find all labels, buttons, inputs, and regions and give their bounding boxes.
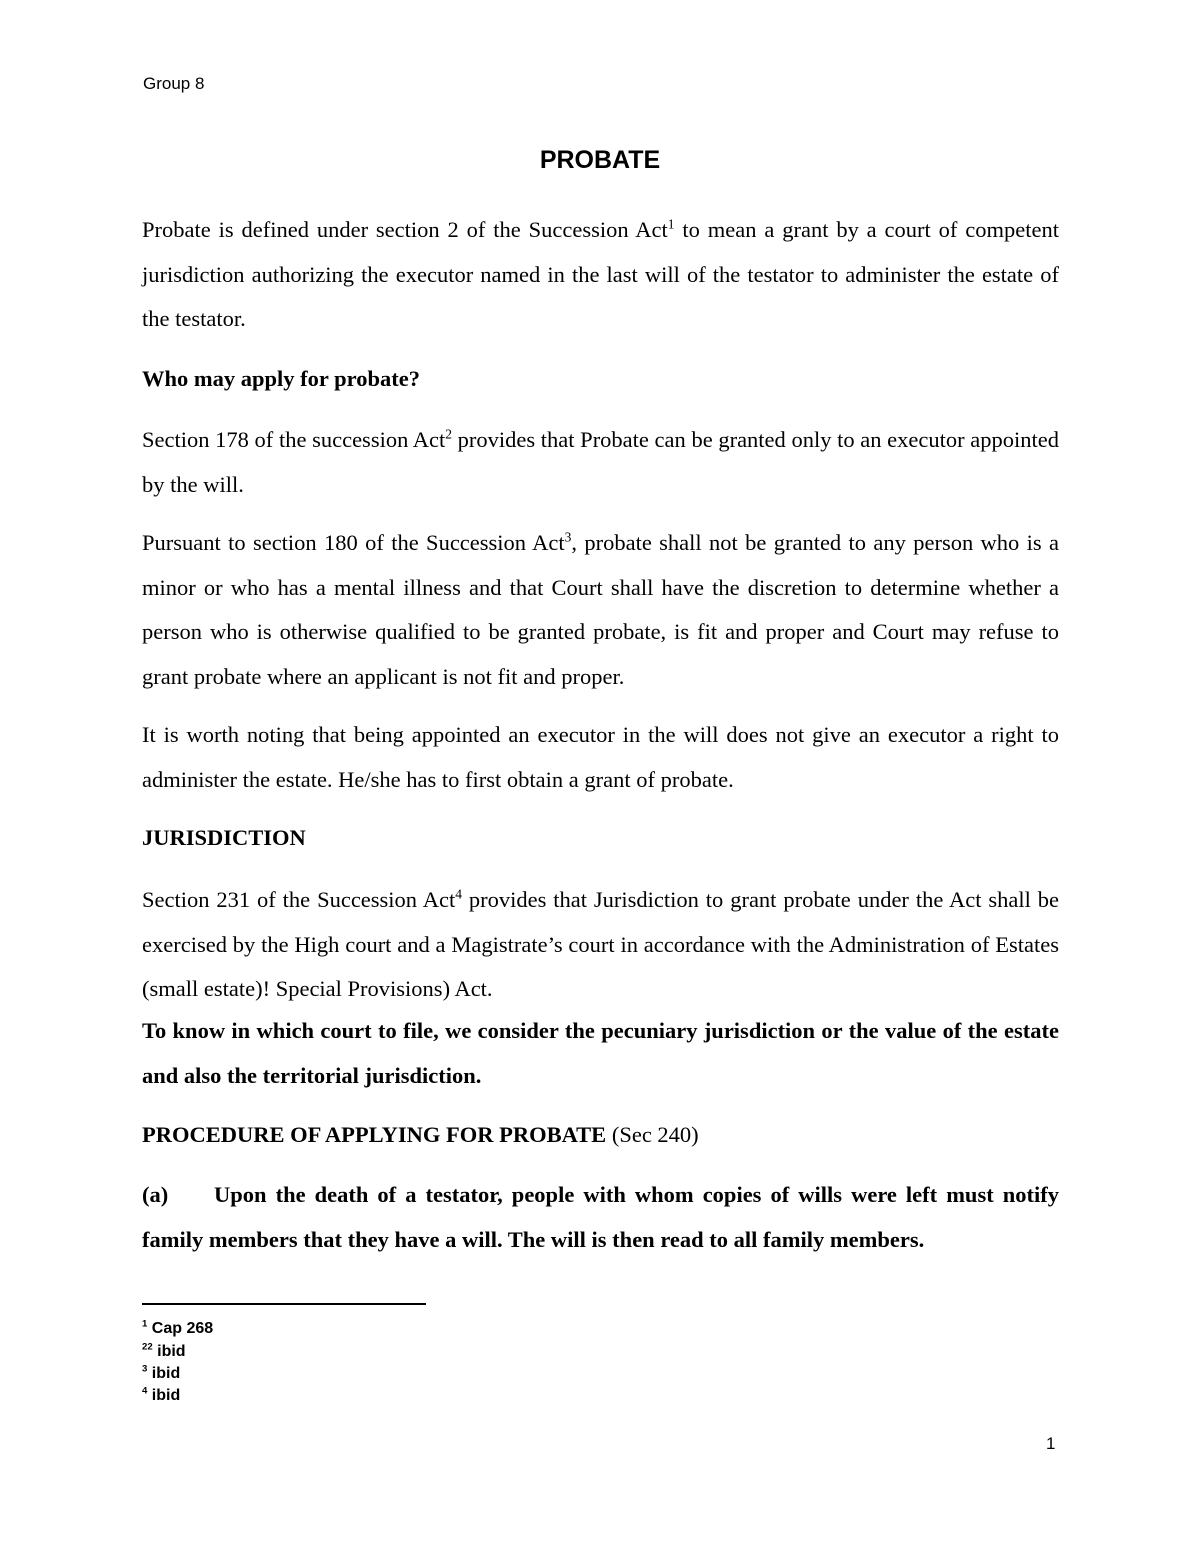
footnote-4 <box>142 1385 180 1407</box>
section-231-text-cont: provides that Jurisdiction to grant probate under the Act shall be exercised by the High court and a Magistrate’s court in accordance with the Administration of Estates (small estate)! Special Provisions) Act. <box>142 887 1059 1001</box>
section-178-paragraph <box>142 418 1059 507</box>
footnote-ref-2[interactable]: 2 <box>445 426 452 442</box>
footnote-text: ibid <box>147 1365 181 1382</box>
document-title: PROBATE <box>539 146 661 174</box>
section-178-text-cont: provides that Probate can be granted only to an executor appointed by the will. <box>142 427 1059 497</box>
to-know-paragraph: To know in which court to file, we consider the pecuniary jurisdiction or the value of the estate and also the territorial jurisdiction. <box>142 1018 1059 1088</box>
procedure-item <box>142 1173 1059 1262</box>
page-number: 1 <box>1046 1434 1056 1453</box>
procedure-heading-section: (Sec 240) <box>606 1122 699 1147</box>
procedure-heading-bold: PROCEDURE OF APPLYING FOR PROBATE <box>142 1122 607 1147</box>
footnote-text: Cap 268 <box>147 1320 214 1337</box>
page-header: Group 8 <box>143 74 205 93</box>
section-231-paragraph <box>142 878 1059 1012</box>
intro-text: Probate is defined under section 2 of the Succession Act <box>142 217 668 242</box>
section-180-text-cont: , probate shall not be granted to any person who is a minor or who has a mental illness and that Court shall have the discretion to determine whether a person who is otherwise qualified to be granted probate, is fit and proper and Court may refuse to grant probate where an applicant is not fit and proper. <box>142 530 1059 689</box>
section-178-text: Section 178 of the succession Act <box>142 427 446 452</box>
footnote-3 <box>142 1363 180 1385</box>
section-180-paragraph <box>142 521 1059 699</box>
footnote-1 <box>142 1318 213 1340</box>
intro-text-cont: to mean a grant by a court of competent jurisdiction authorizing the executor named in the last will of the testator to administer the estate of the testator. <box>142 217 1059 331</box>
worth-noting-paragraph: It is worth noting that being appointed an executor in the will does not give an executor a right to administer the estate. He/she has to first obtain a grant of probate. <box>142 722 1059 792</box>
footnote-text: ibid <box>147 1387 181 1404</box>
footnote-number: 4 <box>142 1385 148 1397</box>
footnote-number: 1 <box>142 1318 148 1330</box>
jurisdiction-heading: JURISDICTION <box>142 825 306 850</box>
procedure-item-text: Upon the death of a testator, people with whom copies of wills were left must notify family members that they have a will. The will is then read to all family members. <box>142 1182 1059 1252</box>
procedure-item-label: (a) <box>142 1182 169 1207</box>
footnote-2 <box>142 1341 186 1363</box>
footnote-separator <box>142 1303 426 1305</box>
footnote-ref-4[interactable]: 4 <box>455 886 462 902</box>
section-231-text: Section 231 of the Succession Act <box>142 887 456 912</box>
section-180-text: Pursuant to section 180 of the Succession Act <box>142 530 565 555</box>
footnote-number: 22 <box>142 1341 153 1353</box>
intro-paragraph <box>142 208 1059 342</box>
procedure-heading <box>142 1122 699 1148</box>
footnote-number: 3 <box>142 1363 148 1375</box>
footnote-text: ibid <box>152 1343 186 1360</box>
footnote-ref-3[interactable]: 3 <box>564 529 572 545</box>
who-may-apply-heading: Who may apply for probate? <box>142 366 420 391</box>
footnote-ref-1[interactable]: 1 <box>667 216 675 232</box>
